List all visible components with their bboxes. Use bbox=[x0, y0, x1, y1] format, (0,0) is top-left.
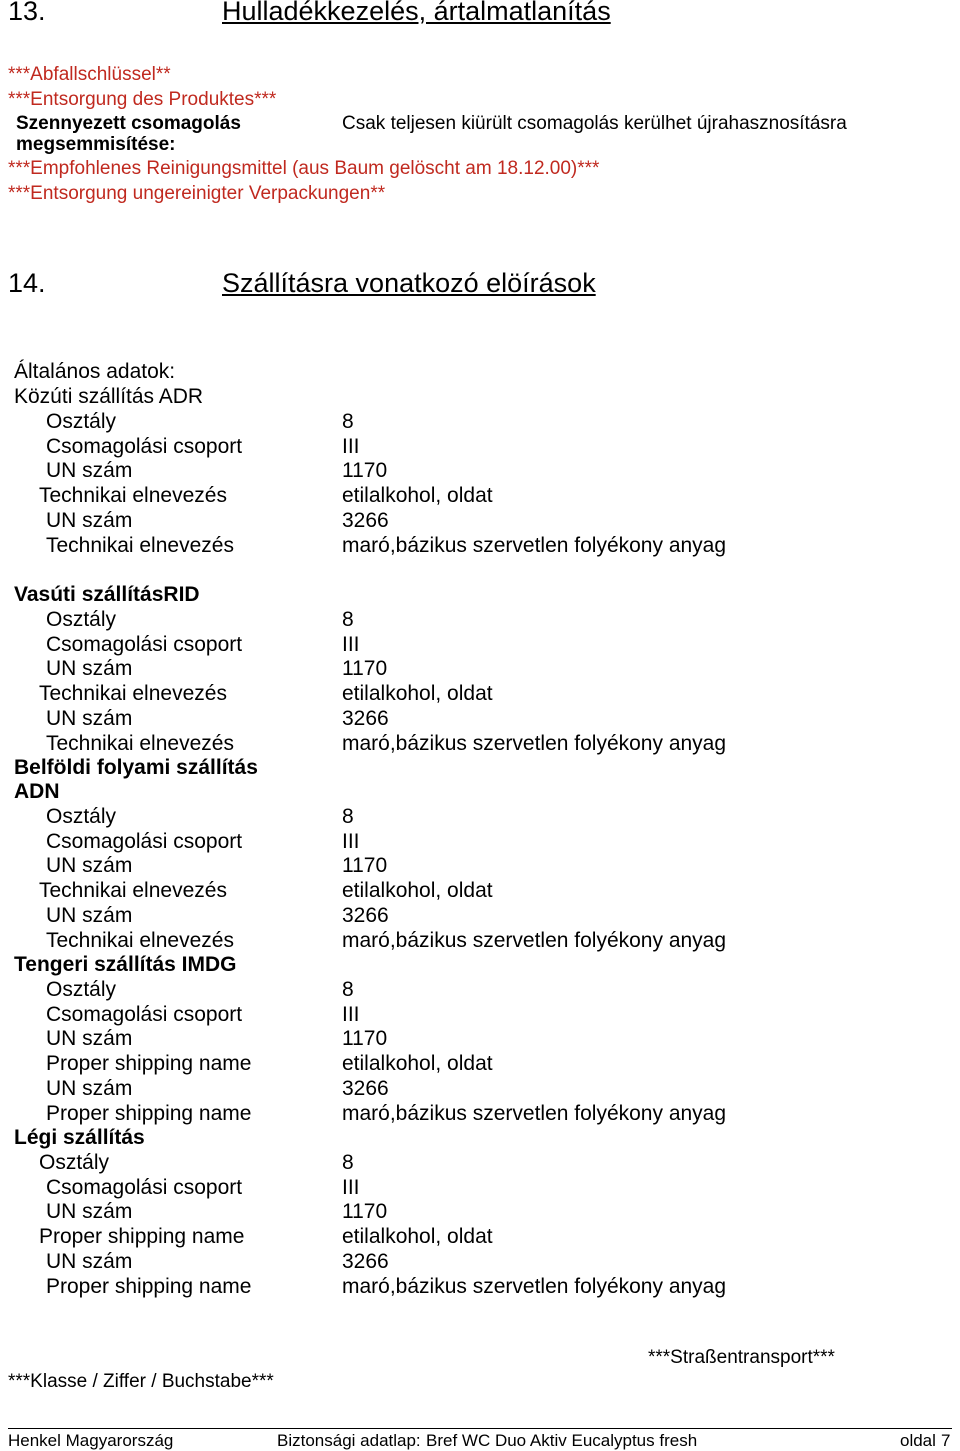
strassentransport-line: ***Straßentransport*** bbox=[648, 1347, 835, 1368]
transport-data-row bbox=[0, 805, 960, 829]
contaminated-packaging-text: Csak teljesen kiürült csomagolás kerülhet újrahasznosításra bbox=[342, 113, 847, 134]
transport-data-label: UN szám bbox=[46, 508, 133, 532]
transport-data-row bbox=[0, 1102, 960, 1126]
transport-data-label: UN szám bbox=[46, 1249, 133, 1273]
transport-data-label: Technikai elnevezés bbox=[39, 682, 227, 706]
transport-data-row bbox=[0, 459, 960, 483]
transport-data-row bbox=[0, 484, 960, 508]
transport-data-row bbox=[0, 1225, 960, 1249]
transport-data-label: Technikai elnevezés bbox=[39, 484, 227, 508]
transport-data-value: III bbox=[342, 829, 360, 853]
transport-data-label: UN szám bbox=[46, 1027, 133, 1051]
transport-data-label: UN szám bbox=[46, 1200, 133, 1224]
transport-data-label: Proper shipping name bbox=[46, 1274, 252, 1298]
footer-page-number: 7 bbox=[941, 1431, 951, 1450]
transport-data-row bbox=[0, 1176, 960, 1200]
air-transport-heading: Légi szállítás bbox=[14, 1126, 145, 1149]
transport-data-row bbox=[0, 1151, 960, 1175]
footer-product: Bref WC Duo Aktiv Eucalyptus fresh bbox=[426, 1431, 698, 1450]
transport-data-row bbox=[0, 1027, 960, 1051]
footer-company: Henkel Magyarország bbox=[8, 1431, 174, 1450]
section-14-heading bbox=[8, 268, 908, 302]
transport-data-row bbox=[0, 1250, 960, 1274]
transport-data-value: etilalkohol, oldat bbox=[342, 1052, 493, 1076]
transport-data-label: Technikai elnevezés bbox=[39, 879, 227, 903]
general-data-heading: Általános adatok: bbox=[14, 360, 176, 383]
transport-data-row bbox=[0, 732, 960, 756]
transport-data-value: maró,bázikus szervetlen folyékony anyag bbox=[342, 1274, 727, 1298]
transport-data-value: maró,bázikus szervetlen folyékony anyag bbox=[342, 731, 727, 755]
section-14-title: Szállításra vonatkozó elöírások bbox=[222, 268, 596, 298]
transport-data-value: III bbox=[342, 1002, 360, 1026]
transport-data-label: UN szám bbox=[46, 657, 133, 681]
transport-data-label: Proper shipping name bbox=[46, 1052, 252, 1076]
transport-data-value: etilalkohol, oldat bbox=[342, 1225, 493, 1249]
transport-data-row bbox=[0, 1003, 960, 1027]
section-13-number: 13. bbox=[8, 0, 46, 26]
transport-data-label: UN szám bbox=[46, 1076, 133, 1100]
transport-data-row bbox=[0, 410, 960, 434]
transport-data-row bbox=[0, 707, 960, 731]
transport-data-row bbox=[0, 830, 960, 854]
transport-data-value: 3266 bbox=[342, 1076, 389, 1100]
transport-data-label: Osztály bbox=[46, 608, 117, 631]
transport-data-label: UN szám bbox=[46, 903, 133, 927]
transport-data-row bbox=[0, 1200, 960, 1224]
transport-data-label: Csomagolási csoport bbox=[46, 632, 243, 656]
transport-data-row bbox=[0, 682, 960, 706]
transport-data-row bbox=[0, 435, 960, 459]
transport-data-label: Osztály bbox=[46, 805, 117, 828]
transport-data-value: III bbox=[342, 632, 360, 656]
transport-data-label: Csomagolási csoport bbox=[46, 1002, 243, 1026]
transport-data-label: Technikai elnevezés bbox=[46, 928, 234, 952]
section-13-heading bbox=[8, 0, 908, 30]
transport-data-row bbox=[0, 633, 960, 657]
transport-data-row bbox=[0, 534, 960, 558]
transport-data-row bbox=[0, 509, 960, 533]
transport-data-label: Technikai elnevezés bbox=[46, 533, 234, 557]
transport-data-label: Csomagolási csoport bbox=[46, 434, 243, 458]
entsorgung-produktes-line: ***Entsorgung des Produktes*** bbox=[8, 89, 277, 110]
footer-doc-label: Biztonsági adatlap: bbox=[277, 1431, 421, 1450]
footer-page-label: oldal bbox=[900, 1431, 936, 1450]
footer-divider bbox=[8, 1428, 952, 1429]
abfallschluessel-line: ***Abfallschlüssel** bbox=[8, 64, 171, 85]
sea-transport-heading: Tengeri szállítás IMDG bbox=[14, 953, 237, 976]
transport-data-label: Proper shipping name bbox=[46, 1101, 252, 1125]
transport-data-value: 3266 bbox=[342, 1249, 389, 1273]
inland-transport-heading-adn: ADN bbox=[14, 780, 60, 803]
transport-data-value: etilalkohol, oldat bbox=[342, 879, 493, 903]
transport-data-value: etilalkohol, oldat bbox=[342, 682, 493, 706]
transport-data-row bbox=[0, 879, 960, 903]
transport-data-label: UN szám bbox=[46, 854, 133, 878]
transport-data-value: 1170 bbox=[342, 657, 388, 681]
transport-data-value: etilalkohol, oldat bbox=[342, 484, 493, 508]
transport-data-row bbox=[0, 1275, 960, 1299]
transport-data-label: UN szám bbox=[46, 706, 133, 730]
section-13-title: Hulladékkezelés, ártalmatlanítás bbox=[222, 0, 611, 26]
section-14-number: 14. bbox=[8, 268, 46, 298]
inland-transport-heading: Belföldi folyami szállítás bbox=[14, 756, 258, 779]
ungereinigte-verpackungen-line: ***Entsorgung ungereinigter Verpackungen** bbox=[8, 183, 386, 204]
transport-data-label: Technikai elnevezés bbox=[46, 731, 234, 755]
transport-data-label: Csomagolási csoport bbox=[46, 829, 243, 853]
transport-data-value: 1170 bbox=[342, 459, 388, 483]
contaminated-packaging-label-2: megsemmisítése: bbox=[16, 134, 176, 155]
reinigungsmittel-line: ***Empfohlenes Reinigungsmittel (aus Baum gelöscht am 18.12.00)*** bbox=[8, 158, 600, 179]
transport-data-row bbox=[0, 978, 960, 1002]
transport-data-label: UN szám bbox=[46, 459, 133, 483]
transport-data-row bbox=[0, 1052, 960, 1076]
transport-data-value: III bbox=[342, 434, 360, 458]
transport-data-value: 8 bbox=[342, 978, 354, 1001]
transport-data-row bbox=[0, 929, 960, 953]
transport-data-label: Proper shipping name bbox=[39, 1225, 245, 1249]
transport-data-label: Osztály bbox=[39, 1151, 110, 1174]
transport-data-value: 8 bbox=[342, 805, 354, 828]
transport-data-value: 8 bbox=[342, 608, 354, 631]
transport-data-value: maró,bázikus szervetlen folyékony anyag bbox=[342, 1101, 727, 1125]
transport-data-value: 8 bbox=[342, 410, 354, 433]
transport-data-row bbox=[0, 854, 960, 878]
transport-data-value: 1170 bbox=[342, 1027, 388, 1051]
transport-data-label: Osztály bbox=[46, 410, 117, 433]
transport-data-row bbox=[0, 608, 960, 632]
transport-data-label: Osztály bbox=[46, 978, 117, 1001]
transport-data-value: 3266 bbox=[342, 903, 389, 927]
contaminated-packaging-label: Szennyezett csomagolás bbox=[16, 113, 241, 134]
transport-data-value: 8 bbox=[342, 1151, 354, 1174]
klasse-line: ***Klasse / Ziffer / Buchstabe*** bbox=[8, 1371, 274, 1392]
transport-data-value: 3266 bbox=[342, 706, 389, 730]
transport-data-row bbox=[0, 904, 960, 928]
transport-data-value: III bbox=[342, 1175, 360, 1199]
rail-transport-heading: Vasúti szállításRID bbox=[14, 583, 200, 606]
transport-data-row bbox=[0, 657, 960, 681]
transport-data-value: maró,bázikus szervetlen folyékony anyag bbox=[342, 928, 727, 952]
road-transport-heading: Közúti szállítás ADR bbox=[14, 385, 204, 408]
transport-data-row bbox=[0, 1077, 960, 1101]
transport-data-value: 3266 bbox=[342, 508, 389, 532]
transport-data-value: 1170 bbox=[342, 1200, 388, 1224]
transport-data-label: Csomagolási csoport bbox=[46, 1175, 243, 1199]
transport-data-value: maró,bázikus szervetlen folyékony anyag bbox=[342, 533, 727, 557]
transport-data-value: 1170 bbox=[342, 854, 388, 878]
